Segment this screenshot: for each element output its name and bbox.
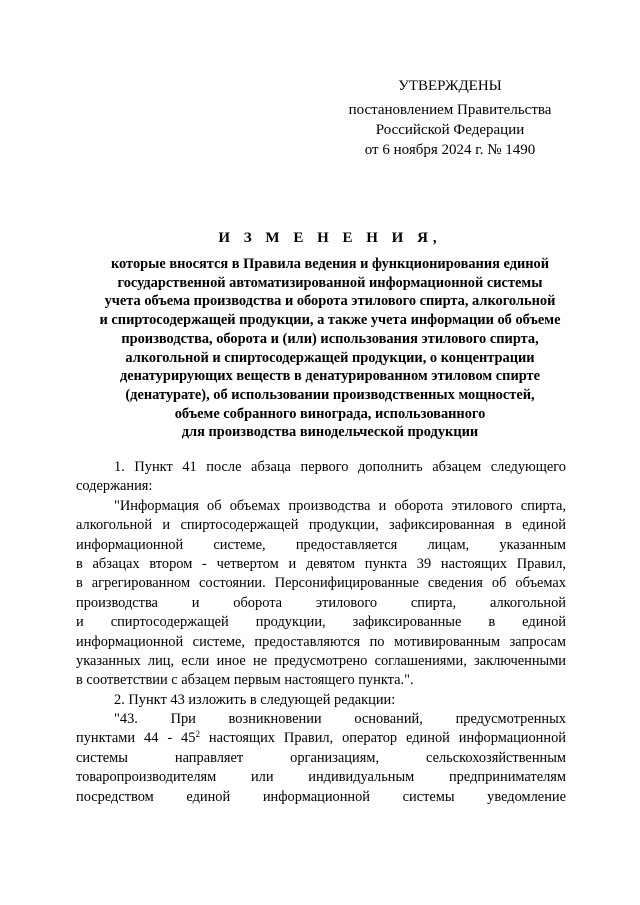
title-line: учета объема производства и оборота этилового спирта, алкогольной bbox=[104, 293, 556, 310]
title-line: государственной автоматизированной информационной системы bbox=[117, 274, 543, 291]
body-line: посредством единой информационной системы уведомление bbox=[76, 788, 566, 805]
body-line: алкогольной и спиртосодержащей продукции, зафиксированная в единой bbox=[76, 517, 566, 534]
body-line: и спиртосодержащей продукции, зафиксированные в единой bbox=[76, 614, 566, 631]
body-line: информационной системе, предоставляется лицам, указанным bbox=[76, 536, 566, 553]
approval-line: постановлением Правительства bbox=[348, 102, 552, 118]
title-line: для производства винодельческой продукции bbox=[181, 424, 479, 441]
body-fragment: пунктами 44 - 45 bbox=[76, 730, 196, 747]
body-line: товаропроизводителям или индивидуальным предпринимателям bbox=[76, 769, 566, 786]
body-line: в агрегированном состоянии. Персонифицированные сведения об объемах bbox=[76, 575, 566, 592]
body-line: "Информация об объемах производства и оборота этилового спирта, bbox=[114, 497, 566, 514]
title-line: производства, оборота и (или) использования этилового спирта, bbox=[121, 330, 539, 347]
body-line: 1. Пункт 41 после абзаца первого дополнить абзацем следующего bbox=[114, 459, 566, 475]
body-line: в абзацах втором - четвертом и девятом пункта 39 настоящих Правил, bbox=[76, 555, 566, 572]
body-line: производства и оборота этилового спирта, алкогольной bbox=[76, 594, 566, 611]
title-line: и спиртосодержащей продукции, а также учета информации об объеме bbox=[99, 312, 561, 329]
body-fragment: настоящих Правил, оператор единой информационной bbox=[199, 730, 566, 747]
body-line: в соответствии с абзацем первым настоящего пункта.". bbox=[76, 672, 414, 689]
body-line: содержания: bbox=[76, 478, 153, 495]
approval-stamp bbox=[330, 76, 570, 160]
title-line: (денатурате), об использовании производственных мощностей, bbox=[125, 386, 535, 403]
superscript: 2 bbox=[195, 729, 200, 740]
body-line: указанных лиц, если иное не предусмотрено соглашениями, заключенными bbox=[76, 652, 566, 669]
title-heading: И З М Е Н Е Н И Я, bbox=[218, 230, 442, 246]
document-body bbox=[76, 458, 566, 807]
body-line: "43. При возникновении оснований, предусмотренных bbox=[114, 711, 566, 728]
body-line: информационной системе, предоставляются по мотивированным запросам bbox=[76, 633, 566, 650]
body-line: 2. Пункт 43 изложить в следующей редакции: bbox=[114, 691, 396, 708]
title-line: объеме собранного винограда, использованного bbox=[174, 405, 486, 422]
approval-heading: УТВЕРЖДЕНЫ bbox=[398, 78, 502, 94]
document-title bbox=[60, 228, 600, 442]
approval-line: Российской Федерации bbox=[375, 122, 525, 138]
title-line: денатурирующих веществ в денатурированном этиловом спирте bbox=[119, 368, 541, 385]
title-line: алкогольной и спиртосодержащей продукции, о концентрации bbox=[125, 349, 535, 366]
approval-line: от 6 ноября 2024 г. № 1490 bbox=[364, 142, 536, 158]
body-line-with-superscript bbox=[76, 729, 566, 748]
title-line: которые вносятся в Правила ведения и функционирования единой bbox=[110, 256, 550, 272]
body-line: системы направляет организациям, сельскохозяйственным bbox=[76, 749, 566, 766]
